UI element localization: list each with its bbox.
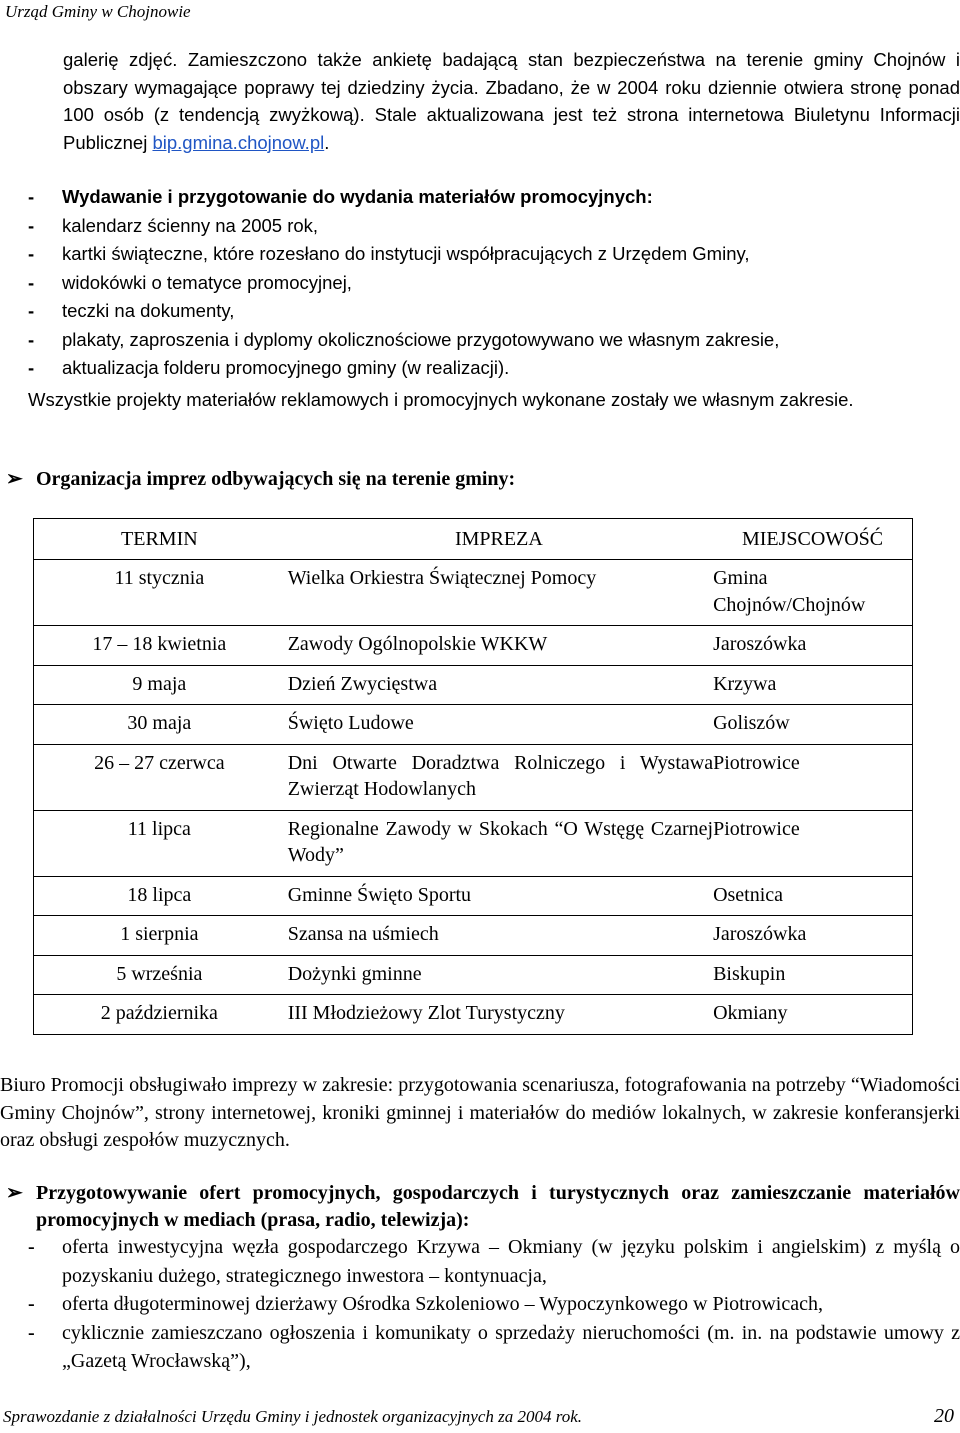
cell-place: Jaroszówka	[713, 916, 912, 956]
table-row	[34, 876, 913, 916]
list-item	[28, 269, 960, 298]
column-header-termin: TERMIN	[34, 519, 285, 560]
list-item-text: widokówki o tematyce promocyjnej,	[62, 271, 352, 293]
list-item	[28, 297, 960, 326]
dash-bullet: -	[28, 186, 35, 207]
column-header-impreza: IMPREZA	[285, 519, 713, 560]
cell-place: Goliszów	[713, 705, 912, 745]
cell-event: Regionalne Zawody w Skokach “O Wstęgę Czarnej Wody”	[285, 810, 713, 876]
list-item	[28, 1319, 960, 1376]
cell-place: Okmiany	[713, 995, 912, 1035]
list-item	[28, 1290, 960, 1319]
cell-place: Gmina Chojnów/Chojnów	[713, 560, 912, 626]
table-row	[34, 916, 913, 956]
list-item-text: oferta inwestycyjna węzła gospodarczego Krzywa – Okmiany (w języku polskim i angielskim) z myślą o pozyskaniu dużego, strategicznego inwestora – kontynuacja,	[62, 1236, 960, 1287]
table-row	[34, 955, 913, 995]
dash-bullet: -	[28, 1236, 35, 1258]
cell-place: Osetnica	[713, 876, 912, 916]
table-header-row	[34, 519, 913, 560]
cell-place: Piotrowice	[713, 744, 912, 810]
table-row	[34, 626, 913, 666]
bip-link[interactable]: bip.gmina.chojnow.pl	[152, 131, 325, 153]
dash-bullet: -	[28, 357, 35, 378]
cell-event: Dni Otwarte Doradztwa Rolniczego i Wystawa Zwierząt Hodowlanych	[285, 744, 713, 810]
list-item	[28, 326, 960, 355]
cell-place: Piotrowice	[713, 810, 912, 876]
list-item-text: kartki świąteczne, które rozesłano do instytucji współpracujących z Urzędem Gminy,	[62, 243, 750, 264]
list-item	[28, 1233, 960, 1290]
promo-materials-summary: Wszystkie projekty materiałów reklamowych i promocyjnych wykonane zostały we własnym zakresie.	[28, 389, 854, 410]
table-row	[34, 995, 913, 1035]
offers-section-heading	[6, 1180, 960, 1233]
biuro-promocji-paragraph: Biuro Promocji obsługiwało imprezy w zakresie: przygotowania scenariusza, fotografowania na potrzeby “Wiadomości Gminy Chojnów”, strony internetowej, kroniki gminnej i materiałów do mediów lokalnych, w zakresie konferansjerki oraz obsługi zespołów muzycznych.	[0, 1074, 960, 1151]
intro-paragraph	[63, 46, 960, 156]
list-item	[28, 212, 960, 241]
list-item-text: aktualizacja folderu promocyjnego gminy (w realizacji).	[62, 357, 510, 378]
cell-place: Jaroszówka	[713, 626, 912, 666]
intro-text: galerię zdjęć. Zamieszczono także ankietę badającą stan bezpieczeństwa na terenie gminy Chojnów i obszary wymagające poprawy tej dziedziny życia. Zbadano, że w 2004 roku dziennie otwiera stronę ponad 100 osób (z tendencją zwyżkową). Stale aktualizowana jest też strona internetowa Biuletynu Informacji Publicznej	[63, 49, 960, 153]
footer-page-number: 20	[934, 1405, 954, 1427]
cell-date: 30 maja	[34, 705, 285, 745]
cell-date: 26 – 27 czerwca	[34, 744, 285, 810]
table-row	[34, 665, 913, 705]
footer-report-title: Sprawozdanie z działalności Urzędu Gminy i jednostek organizacyjnych za 2004 rok.	[3, 1407, 583, 1426]
table-row	[34, 744, 913, 810]
cell-date: 17 – 18 kwietnia	[34, 626, 285, 666]
list-item-text: teczki na dokumenty,	[62, 300, 235, 321]
cell-place: Krzywa	[713, 665, 912, 705]
table-row	[34, 560, 913, 626]
events-heading-text: Organizacja imprez odbywających się na terenie gminy:	[36, 468, 516, 490]
cell-event: III Młodzieżowy Zlot Turystyczny	[285, 995, 713, 1035]
cell-event: Gminne Święto Sportu	[285, 876, 713, 916]
list-item	[28, 240, 960, 269]
cell-date: 11 lipca	[34, 810, 285, 876]
promo-materials-heading-item	[28, 183, 960, 212]
list-item	[28, 354, 960, 383]
list-item-text: plakaty, zaproszenia i dyplomy okolicznościowe przygotowywano we własnym zakresie,	[62, 328, 780, 350]
cell-event: Wielka Orkiestra Świątecznej Pomocy	[285, 560, 713, 626]
dash-bullet: -	[28, 214, 35, 236]
events-table	[33, 518, 913, 1035]
cell-date: 9 maja	[34, 665, 285, 705]
dash-bullet: -	[28, 1321, 35, 1344]
cell-date: 11 stycznia	[34, 560, 285, 626]
cell-date: 2 października	[34, 995, 285, 1035]
cell-date: 1 sierpnia	[34, 916, 285, 956]
cell-event: Święto Ludowe	[285, 705, 713, 745]
cell-event: Dzień Zwycięstwa	[285, 665, 713, 705]
dash-bullet: -	[28, 328, 35, 350]
events-section-heading	[6, 466, 960, 493]
cell-event: Szansa na uśmiech	[285, 916, 713, 956]
dash-bullet: -	[28, 1293, 35, 1315]
cell-place: Biskupin	[713, 955, 912, 995]
cell-date: 18 lipca	[34, 876, 285, 916]
offers-list	[28, 1233, 960, 1376]
dash-bullet: -	[28, 271, 35, 293]
offers-heading-text: Przygotowywanie ofert promocyjnych, gospodarczych i turystycznych oraz zamieszczanie materiałów promocyjnych w mediach (prasa, radio, telewizja):	[36, 1182, 960, 1231]
list-item-text: cyklicznie zamieszczano ogłoszenia i komunikaty o sprzedaży nieruchomości (m. in. na podstawie umowy z „Gazetą Wrocławską”),	[62, 1321, 960, 1372]
list-item-text: kalendarz ścienny na 2005 rok,	[62, 214, 319, 236]
table-row	[34, 705, 913, 745]
column-header-miejscowosc: MIEJSCOWOŚĆ	[713, 519, 912, 560]
table-row	[34, 810, 913, 876]
intro-end: .	[324, 131, 330, 153]
promo-materials-heading: Wydawanie i przygotowanie do wydania materiałów promocyjnych:	[62, 186, 653, 207]
running-header: Urząd Gminy w Chojnowie	[5, 2, 191, 21]
cell-event: Dożynki gminne	[285, 955, 713, 995]
list-item-text: oferta długoterminowej dzierżawy Ośrodka Szkoleniowo – Wypoczynkowego w Piotrowicach,	[62, 1293, 823, 1315]
cell-date: 5 września	[34, 955, 285, 995]
arrow-bullet-icon: ➢	[6, 1182, 23, 1204]
dash-bullet: -	[28, 300, 35, 321]
dash-bullet: -	[28, 243, 35, 264]
arrow-bullet-icon: ➢	[6, 468, 23, 490]
cell-event: Zawody Ogólnopolskie WKKW	[285, 626, 713, 666]
promo-materials-list	[28, 183, 960, 383]
